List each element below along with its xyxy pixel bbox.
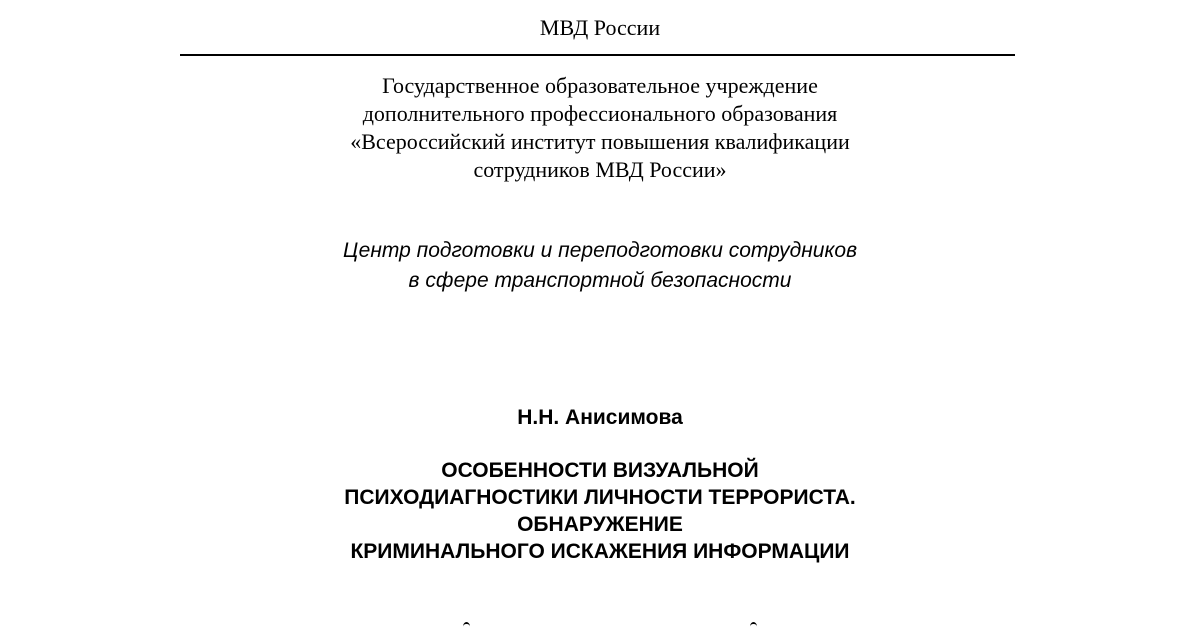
title-line: ОСОБЕННОСТИ ВИЗУАЛЬНОЙ [441, 459, 759, 482]
cropped-glyph [463, 622, 470, 630]
title-line: КРИМИНАЛЬНОГО ИСКАЖЕНИЯ ИНФОРМАЦИИ [350, 540, 850, 563]
author-name: Н.Н. Анисимова [517, 406, 683, 429]
ministry-header: МВД России [539, 15, 661, 40]
cropped-next-line [0, 618, 1200, 630]
training-center [0, 236, 1200, 296]
title-line: ОБНАРУЖЕНИЕ [517, 513, 683, 536]
institution-name [0, 72, 1200, 184]
center-line: в сфере транспортной безопасности [408, 269, 792, 292]
header-divider [180, 54, 1015, 56]
institution-line: Государственное образовательное учреждение [382, 73, 818, 98]
title-line: ПСИХОДИАГНОСТИКИ ЛИЧНОСТИ ТЕРРОРИСТА. [344, 486, 856, 509]
institution-line: сотрудников МВД России» [473, 157, 727, 182]
institution-line: «Всероссийский институт повышения квалификации [350, 129, 850, 154]
cropped-glyph [750, 622, 757, 630]
document-title [0, 457, 1200, 565]
institution-line: дополнительного профессионального образования [362, 101, 838, 126]
center-line: Центр подготовки и переподготовки сотрудников [342, 239, 858, 262]
